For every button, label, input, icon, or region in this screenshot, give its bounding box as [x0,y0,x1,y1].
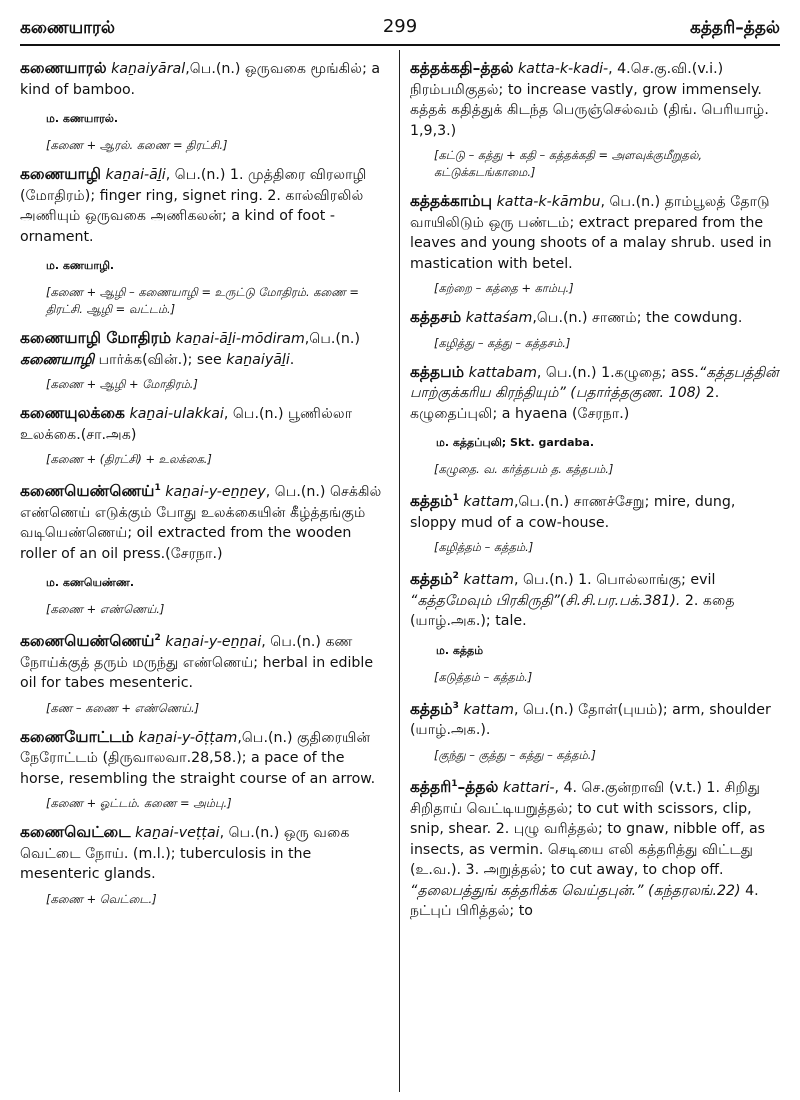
transliteration: kattabam [468,364,537,381]
transliteration: kattari- [502,780,555,797]
definition: , பெ.(n.) தோள்(புயம்); arm, shoulder (யாழ்.அக.). [410,701,771,739]
definition: , பெ.(n.) பூணில்லா உலக்கை.(சா.அக) [20,406,353,443]
cross-reference: கணையாழி [20,351,95,368]
dictionary-entry [410,488,780,533]
dictionary-entry [410,362,780,425]
cognate: ம. கத்தப்புலி; Skt. gardaba. [436,436,595,449]
dictionary-entry [20,478,388,564]
etymology: [கழித்தம் – கத்தம்.] [434,540,534,555]
etymology: [கணை + ஆழி + மோதிரம்.] [46,377,198,391]
cognate: ம. கணயாழி. [46,259,115,272]
headword: கத்தரி$^1$–த்தல் [410,778,499,797]
headword: கத்தக்காம்பு [410,192,493,210]
citation: “தலைபத்துங் கத்தரிக்க வெய்தபுன்.” (கந்தரலங்.22) [410,882,741,899]
definition: ,பெ.(n.) [304,331,360,347]
cognate: ம. கணயெண்ண. [46,576,135,590]
right-column [410,58,780,1092]
definition: , பெ.(n.) ஒரு வகை வெட்டை நோய். (m.l.); tuberculosis in the mesenteric glands. [20,825,350,883]
dictionary-entry [20,628,388,694]
header-right-guideword: கத்தரி–த்தல் [689,18,780,38]
headword: கத்தம்$^3$ [410,699,459,718]
dictionary-entry [20,164,388,247]
definition: 2. கழுதைப்புலி; a hyaena (சேரநா.) [410,385,720,422]
transliteration: kaṉai-y-eṉṉai [165,634,262,651]
headword: கணையாழி மோதிரம் [20,329,172,347]
definition: , 4. செ.குன்றாவி (v.t.) 1. சிறிது சிறிதாய் வெட்டியறுத்தல்; to cut with scissors, clip, snip, shear. 2. புழு வரித்தல்; to gnaw, nibble off, as insects, as vermin. செடியை எலி கத்தரித்து விட்டது (உ.வ.). 3. அறுத்தல்; to cut away, to chop off. [410,780,766,879]
definition: ,பெ.(n.) சாணம்; the cowdung. [532,310,743,326]
header-left-guideword: கணையாரல் [20,18,115,38]
dictionary-entry [410,307,780,329]
definition: , பெ.(n.) கண நோய்க்குத் தரும் மருந்து எண்ணெய்; herbal in edible oil for tabes mesenteric. [20,634,374,692]
transliteration: kaṉai-āḻi-mōdiram [175,331,305,347]
definition: 4. நட்புப் பிரித்தல்; to [410,882,759,920]
left-column [20,58,388,1092]
headword: கணையெண்ணெய்$^1$ [20,482,161,501]
citation: “கத்தமேவும் பிரகிருதி”(சி.சி.பர.பக்.381). [410,592,681,609]
headword: கத்தபம் [410,362,465,381]
citation: “கத்தபத்தின் பாற்குக்கரிய கிரந்தியும்” (பதார்த்தகுண. 108) [410,364,779,401]
etymology: [கற்றை – கத்தை + காம்பு.] [434,281,574,295]
headword: கத்தசம் [410,308,462,326]
headword: கணையாரல் [20,59,107,77]
etymology: [கண – கணை + எண்ணெய்.] [46,700,200,715]
etymology: [கணை + ஆழி – கணையாழி = உருட்டு மோதிரம். கணை = திரட்சி. ஆழி = வட்டம்.] [46,285,359,316]
etymology: [குந்து – குத்து – கத்து – கத்தம்.] [434,747,596,762]
headword: கணையாழி [20,165,101,183]
definition: , பெ.(n.) 1. முத்திரை விரலாழி (மோதிரம்); finger ring, signet ring. 2. கால்விரலில் அணியும் ஒருவகை அணிகலன்; a kind of foot - ornament. [20,167,367,245]
transliteration: kaṉai-y-ōṭṭam [138,729,238,746]
definition: , பெ.(n.) 1. பொல்லாங்கு; evil [513,572,716,589]
header-rule [20,44,780,46]
dictionary-entry [20,727,388,790]
etymology: [கணை + ஓட்டம். கணை = அம்பு.] [46,796,232,811]
definition: , பெ.(n.) 1.கழுதை; ass. [536,364,699,381]
page-header [20,8,780,44]
definition: , பெ.(n.) தாம்பூலத் தோடு வாயிலிடும் ஒரு பண்டம்; extract prepared from the leaves and young shoots of a malay shrub. used in mastication with betel. [410,194,772,272]
etymology: [கடுத்தம் – கத்தம்.] [434,669,533,684]
etymology: [கழுதை. வ. கர்த்தபம் த. கத்தபம்.] [434,462,614,476]
transliteration: kattam [463,494,514,511]
see-reference: kaṉaiyāḻi [226,351,290,368]
cognate: ம. கணயாரல். [46,112,119,125]
transliteration: kaṉai-veṭṭai [135,825,220,842]
transliteration: kattam [463,572,514,589]
transliteration: kaṉai-y-eṉṉey [165,484,266,501]
etymology: [கணை + (திரட்சி) + உலக்கை.] [46,452,212,466]
headword: கணையெண்ணெய்$^2$ [20,632,161,651]
headword: கத்தம்$^2$ [410,570,459,589]
etymology: [கணை + ஆரல். கணை = திரட்சி.] [46,138,228,152]
dictionary-entry [20,58,388,100]
dictionary-entry [410,696,780,741]
etymology: [கணை + எண்ணெய்.] [46,602,165,617]
transliteration: katta-k-kāmbu [496,194,601,210]
transliteration: kaṉai-ulakkai [129,406,224,422]
page-number: 299 [382,16,418,37]
definition: ,பெ.(n.) ஒருவகை மூங்கில்; a kind of bamboo. [20,61,381,98]
dictionary-entry [410,191,780,274]
headword: கணையோட்டம் [20,727,134,746]
definition: 2. கதை (யாழ்.அக.); tale. [410,592,735,630]
definition: . [289,351,295,368]
etymology: [கழித்து – கத்து – கத்தசம்.] [434,335,571,350]
etymology: [கட்டு – கத்து + கதி – கத்தக்கதி = அளவுக்குமீறுதல், கட்டுக்கடங்காமை.] [434,148,703,179]
headword: கணைவெட்டை [20,823,131,842]
transliteration: kaṉai-āḻi [105,167,166,183]
definition: ,பெ.(n.) சாணச்சேறு; mire, dung, sloppy mud of a cow-house. [410,494,736,531]
definition: , பெ.(n.) செக்கில் எண்ணெய் எடுக்கும் போது உலக்கையின் கீழ்த்தங்கும் வடியெண்ணெய்; oil extracted from the wooden roller of an oil press.(சேரநா.) [20,484,382,562]
definition: , 4.செ.கு.வி.(v.i.) நிரம்பமிகுதல்; to increase vastly, grow immensely. கத்தக் கதித்துக் கிடந்த பெருஞ்செல்வம் (திங். பெரியாழ். 1,9,3.) [410,61,769,139]
definition: ,பெ.(n.) குதிரையின் நேரோட்டம் (திருவாலவா.28,58.); a pace of the horse, resembling the straight course of an arrow. [20,729,376,787]
transliteration: kattaśam [465,310,533,326]
dictionary-entry [410,774,780,922]
dictionary-entry [20,822,388,885]
transliteration: katta-k-kadi- [517,61,609,77]
cognate: ம. கத்தம் [436,643,484,657]
dictionary-entry [410,58,780,141]
dictionary-entry [410,566,780,632]
dictionary-entry [20,328,388,370]
definition: பார்க்க(வின்.); see [94,351,227,368]
transliteration: kaṉaiyāral [111,61,186,77]
headword: கத்தக்கதி–த்தல் [410,59,514,77]
column-divider [399,50,400,1092]
headword: கத்தம்$^1$ [410,492,459,511]
headword: கணையுலக்கை [20,404,125,422]
transliteration: kattam [463,701,514,718]
etymology: [கணை + வெட்டை.] [46,891,157,906]
dictionary-entry [20,403,388,445]
